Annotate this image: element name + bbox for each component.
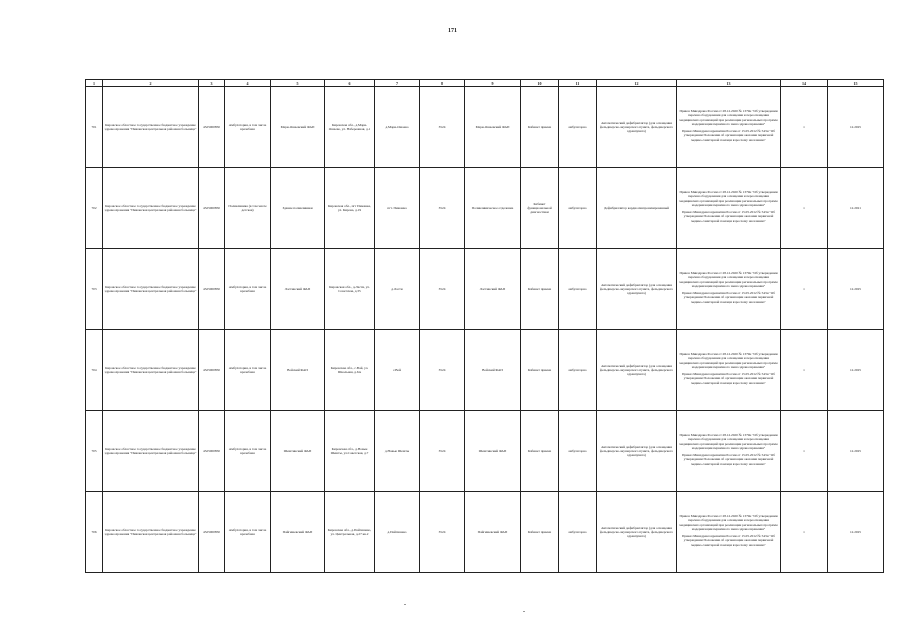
cell-col-10: Кабинет приема <box>521 411 559 492</box>
column-header-11: 11 <box>559 80 597 87</box>
cell-col-15: 12.2025 <box>828 249 884 330</box>
cell-col-7: д.Мари-Ошаево <box>375 87 420 168</box>
column-header-15: 15 <box>828 80 884 87</box>
cell-col-12: Автоматический дефибриллятор (для оснащения фельдшерско-акушерского пункта, фельдшерского здравпункта) <box>597 411 677 492</box>
cell-col-13 <box>677 87 781 168</box>
cell-col-14: 1 <box>781 249 828 330</box>
cell-col-8: 3524 <box>420 249 465 330</box>
regulation-order-1379n: Приказ Минздрава России от 28.12.2020 № 1379н "Об утверждении перечня оборудования для оснащения и переоснащения медицинских организаций при реализации региональных программ модернизации первичного звена здравоохранения" <box>679 433 778 450</box>
cell-col-11: амбулаторно <box>559 492 597 573</box>
cell-col-10: Кабинет приема <box>521 330 559 411</box>
cell-col-15: 12.2025 <box>828 87 884 168</box>
cell-col-3: 4325000850 <box>199 411 225 492</box>
cell-col-1: 702 <box>86 168 103 249</box>
cell-col-8: 3524 <box>420 411 465 492</box>
cell-col-9: Шештинский ФАП <box>465 411 521 492</box>
cell-col-1: 704 <box>86 330 103 411</box>
cell-col-13 <box>677 492 781 573</box>
column-header-1: 1 <box>86 80 103 87</box>
cell-col-3: 4325000850 <box>199 492 225 573</box>
cell-col-5: Здание поликлиники <box>271 168 325 249</box>
cell-col-1: 706 <box>86 492 103 573</box>
cell-col-11: амбулаторно <box>559 168 597 249</box>
regulation-order-1379n: Приказ Минздрава России от 28.12.2020 № 1379н "Об утверждении перечня оборудования для оснащения и переоснащения медицинских организаций при реализации региональных программ модернизации первичного звена здравоохранения" <box>679 514 778 531</box>
table-header <box>86 80 884 87</box>
cell-col-3: 4325000850 <box>199 168 225 249</box>
regulation-order-543n: Приказ Минздравсоцразвития России от 15.05.2012 № 543н "Об утверждении Положения об организации оказания первичной медико-санитарной помощи взрослому населению" <box>682 453 775 466</box>
cell-col-2: Кировское областное государственное бюджетное учреждение здравоохранения "Пижанская центральная районная больница" <box>103 411 199 492</box>
cell-col-6: Кировская обл., пгт Пижанка, ул. Кирова, д.19 <box>325 168 375 249</box>
cell-col-13 <box>677 330 781 411</box>
cell-col-6: Кировская обл., д.Новые Шешты, ул.Советская, д.7 <box>325 411 375 492</box>
cell-col-14: 1 <box>781 87 828 168</box>
column-header-7: 7 <box>375 80 420 87</box>
cell-col-4: Амбулатория, в том числе врачебная <box>225 492 271 573</box>
column-header-9: 9 <box>465 80 521 87</box>
cell-col-7: д.Пайгишево <box>375 492 420 573</box>
cell-col-11: амбулаторно <box>559 330 597 411</box>
cell-col-9: Поликлиническое отделение <box>465 168 521 249</box>
cell-col-5: Ластинский ФАП <box>271 249 325 330</box>
cell-col-15: 12.2021 <box>828 168 884 249</box>
cell-col-6: Кировская обл., д.Мари-Ошаево, ул. Набережная, д.1 <box>325 87 375 168</box>
cell-col-4: Амбулатория, в том числе врачебная <box>225 411 271 492</box>
cell-col-7: д.Новые Шешты <box>375 411 420 492</box>
cell-col-9: Ластинский ФАП <box>465 249 521 330</box>
cell-col-13 <box>677 411 781 492</box>
cell-col-12: Автоматический дефибриллятор (для оснащения фельдшерско-акушерского пункта, фельдшерского здравпункта) <box>597 87 677 168</box>
cell-col-11: амбулаторно <box>559 411 597 492</box>
cell-col-3: 4325000850 <box>199 330 225 411</box>
cell-col-10: Кабинет приема <box>521 249 559 330</box>
cell-col-4: Амбулатория, в том числе врачебная <box>225 87 271 168</box>
table-row <box>86 330 884 411</box>
column-header-8: 8 <box>420 80 465 87</box>
column-header-4: 4 <box>225 80 271 87</box>
cell-col-12: Автоматический дефибриллятор (для оснащения фельдшерско-акушерского пункта, фельдшерского здравпункта) <box>597 330 677 411</box>
regulation-order-543n: Приказ Минздравсоцразвития России от 15.05.2012 № 543н "Об утверждении Положения об организации оказания первичной медико-санитарной помощи взрослому населению" <box>682 534 775 547</box>
cell-col-7: с.Вой <box>375 330 420 411</box>
cell-col-2: Кировское областное государственное бюджетное учреждение здравоохранения "Пижанская центральная районная больница" <box>103 492 199 573</box>
cell-col-2: Кировское областное государственное бюджетное учреждение здравоохранения "Пижанская центральная районная больница" <box>103 168 199 249</box>
table-body <box>86 87 884 573</box>
column-header-6: 6 <box>325 80 375 87</box>
cell-col-4: Поликлиника (в том числе детская) <box>225 168 271 249</box>
column-header-14: 14 <box>781 80 828 87</box>
cell-col-1: 701 <box>86 87 103 168</box>
scan-speck <box>404 604 406 605</box>
cell-col-8: 3524 <box>420 87 465 168</box>
cell-col-1: 705 <box>86 411 103 492</box>
cell-col-6: Кировская обл., д.Пайгишево, ул. Центральная, д.27 кв.2 <box>325 492 375 573</box>
cell-col-4: Амбулатория, в том числе врачебная <box>225 330 271 411</box>
cell-col-5: Войский ФАП <box>271 330 325 411</box>
column-header-2: 2 <box>103 80 199 87</box>
table-row <box>86 249 884 330</box>
equipment-table <box>85 79 884 573</box>
cell-col-12: Автоматический дефибриллятор (для оснащения фельдшерско-акушерского пункта, фельдшерского здравпункта) <box>597 492 677 573</box>
cell-col-3: 4325000850 <box>199 249 225 330</box>
cell-col-12: Дефибриллятор кардиосинхронизированный <box>597 168 677 249</box>
cell-col-5: Шештинский ФАП <box>271 411 325 492</box>
column-header-3: 3 <box>199 80 225 87</box>
regulation-order-543n: Приказ Минздравсоцразвития России от 15.05.2012 № 543н "Об утверждении Положения об организации оказания первичной медико-санитарной помощи взрослому населению" <box>682 291 775 304</box>
cell-col-2: Кировское областное государственное бюджетное учреждение здравоохранения "Пижанская центральная районная больница" <box>103 330 199 411</box>
regulation-order-1379n: Приказ Минздрава России от 28.12.2020 № 1379н "Об утверждении перечня оборудования для оснащения и переоснащения медицинских организаций при реализации региональных программ модернизации первичного звена здравоохранения" <box>679 352 778 369</box>
cell-col-8: 3524 <box>420 492 465 573</box>
cell-col-2: Кировское областное государственное бюджетное учреждение здравоохранения "Пижанская центральная районная больница" <box>103 249 199 330</box>
regulation-order-543n: Приказ Минздравсоцразвития России от 15.05.2012 № 543н "Об утверждении Положения об организации оказания первичной медико-санитарной помощи взрослому населению" <box>682 210 775 223</box>
regulation-order-543n: Приказ Минздравсоцразвития России от 15.05.2012 № 543н "Об утверждении Положения об организации оказания первичной медико-санитарной помощи взрослому населению" <box>682 372 775 385</box>
table-row <box>86 411 884 492</box>
cell-col-10: Кабинет функциональной диагностики <box>521 168 559 249</box>
cell-col-10: Кабинет приема <box>521 87 559 168</box>
cell-col-6: Кировская обл., д.Ласти, ул. Советская, д.35 <box>325 249 375 330</box>
cell-col-12: Автоматический дефибриллятор (для оснащения фельдшерско-акушерского пункта, фельдшерского здравпункта) <box>597 249 677 330</box>
regulation-order-1379n: Приказ Минздрава России от 28.12.2020 № 1379н "Об утверждении перечня оборудования для оснащения и переоснащения медицинских организаций при реализации региональных программ модернизации первичного звена здравоохранения" <box>679 190 778 207</box>
table-row <box>86 492 884 573</box>
cell-col-15: 12.2025 <box>828 492 884 573</box>
cell-col-15: 12.2025 <box>828 411 884 492</box>
column-header-13: 13 <box>677 80 781 87</box>
table-row <box>86 168 884 249</box>
cell-col-5: Пайгишевский ФАП <box>271 492 325 573</box>
column-header-12: 12 <box>597 80 677 87</box>
cell-col-5: Мари-Ошаевский ФАП <box>271 87 325 168</box>
scan-speck <box>523 611 525 612</box>
regulation-order-1379n: Приказ Минздрава России от 28.12.2020 № 1379н "Об утверждении перечня оборудования для оснащения и переоснащения медицинских организаций при реализации региональных программ модернизации первичного звена здравоохранения" <box>679 109 778 126</box>
cell-col-13 <box>677 168 781 249</box>
page-number: 171 <box>448 28 457 34</box>
cell-col-1: 703 <box>86 249 103 330</box>
cell-col-7: пгт. Пижанка <box>375 168 420 249</box>
cell-col-11: амбулаторно <box>559 87 597 168</box>
cell-col-13 <box>677 249 781 330</box>
cell-col-8: 3524 <box>420 330 465 411</box>
cell-col-14: 1 <box>781 168 828 249</box>
cell-col-8: 3524 <box>420 168 465 249</box>
cell-col-6: Кировская обл., с.Вой, ул. Школьная, д.6А <box>325 330 375 411</box>
cell-col-14: 1 <box>781 330 828 411</box>
cell-col-14: 1 <box>781 492 828 573</box>
cell-col-14: 1 <box>781 411 828 492</box>
table-row <box>86 87 884 168</box>
cell-col-2: Кировское областное государственное бюджетное учреждение здравоохранения "Пижанская центральная районная больница" <box>103 87 199 168</box>
regulation-order-1379n: Приказ Минздрава России от 28.12.2020 № 1379н "Об утверждении перечня оборудования для оснащения и переоснащения медицинских организаций при реализации региональных программ модернизации первичного звена здравоохранения" <box>679 271 778 288</box>
cell-col-9: Войский ФАП <box>465 330 521 411</box>
cell-col-3: 4325000850 <box>199 87 225 168</box>
cell-col-4: Амбулатория, в том числе врачебная <box>225 249 271 330</box>
cell-col-9: Пайгишевский ФАП <box>465 492 521 573</box>
cell-col-10: Кабинет приема <box>521 492 559 573</box>
column-header-10: 10 <box>521 80 559 87</box>
column-header-5: 5 <box>271 80 325 87</box>
cell-col-11: амбулаторно <box>559 249 597 330</box>
cell-col-9: Мари-Ошаевский ФАП <box>465 87 521 168</box>
regulation-order-543n: Приказ Минздравсоцразвития России от 15.05.2012 № 543н "Об утверждении Положения об организации оказания первичной медико-санитарной помощи взрослому населению" <box>682 129 775 142</box>
cell-col-15: 12.2025 <box>828 330 884 411</box>
cell-col-7: д.Ласти <box>375 249 420 330</box>
